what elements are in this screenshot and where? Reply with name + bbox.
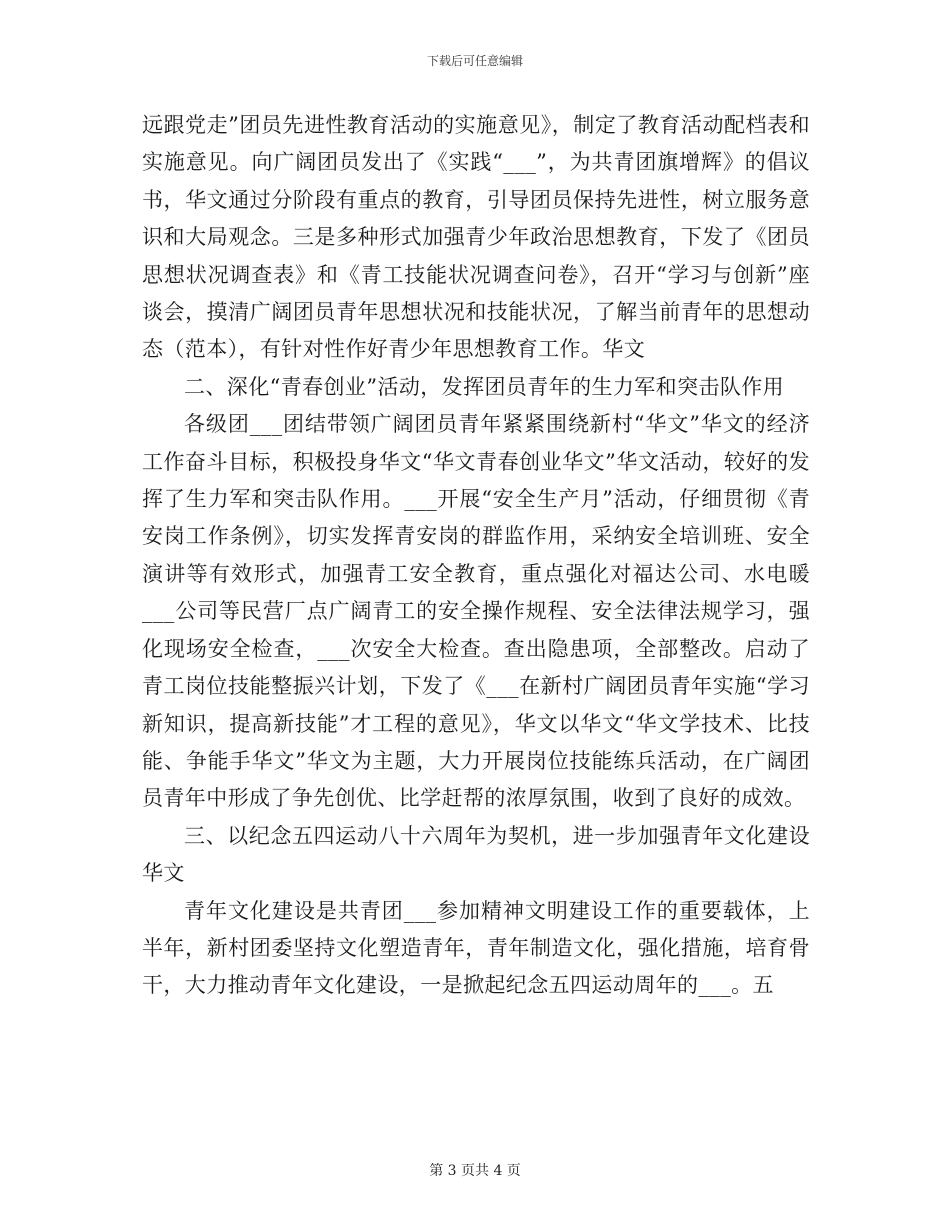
paragraph-continuation: 远跟党走”团员先进性教育活动的实施意见》，制定了教育活动配档表和实施意见。向广阔团员发出了《实践“___”，为共青团旗增辉》的倡议书，华文通过分阶段有重点的教育，引导团员保持先进性，树立服务意识和大局观念。三是多种形式加强青少年政治思想教育，下发了《团员思想状况调查表》和《青工技能状况调查问卷》，召开“学习与创新”座谈会，摸清广阔团员青年思想状况和技能状况，了解当前青年的思想动态（范本），有针对性作好青少年思想教育工作。华文 [142, 113, 810, 362]
page-header: 下载后可任意编辑 [426, 54, 523, 68]
paragraph-section-3: 青年文化建设是共青团___参加精神文明建设工作的重要载体，上半年，新村团委坚持文化塑造青年，青年制造文化，强化措施，培育骨干，大力推动青年文化建设，一是掀起纪念五四运动周年的___。五 [142, 898, 810, 998]
page-number-footer: 第 3 页共 4 页 [429, 1163, 521, 1179]
section-heading-3: 三、以纪念五四运动八十六周年为契机，进一步加强青年文化建设华文 [142, 823, 810, 886]
paragraph-section-2: 各级团___团结带领广阔团员青年紧紧围绕新村“华文”华文的经济工作奋斗目标，积极投身华文“华文青春创业华文”华文活动，较好的发挥了生力军和突击队作用。___开展“安全生产月”活动，仔细贯彻《青安岗工作条例》，切实发挥青安岗的群监作用，采纳安全培训班、安全演讲等有效形式，加强青工安全教育，重点强化对福达公司、水电暖___公司等民营厂点广阔青工的安全操作规程、安全法律法规学习，强化现场安全检查，___次安全大检查。查出隐患项，全部整改。启动了青工岗位技能整振兴计划，下发了《___在新村广阔团员青年实施“学习新知识，提高新技能”才工程的意见》，华文以华文“华文学技术、比技能、争能手华文”华文为主题，大力开展岗位技能练兵活动，在广阔团员青年中形成了争先创优、比学赶帮的浓厚氛围，收到了良好的成效。 [142, 412, 810, 811]
section-heading-2: 二、深化“青春创业”活动，发挥团员青年的生力军和突击队作用 [184, 374, 785, 399]
document-body [142, 107, 810, 1005]
